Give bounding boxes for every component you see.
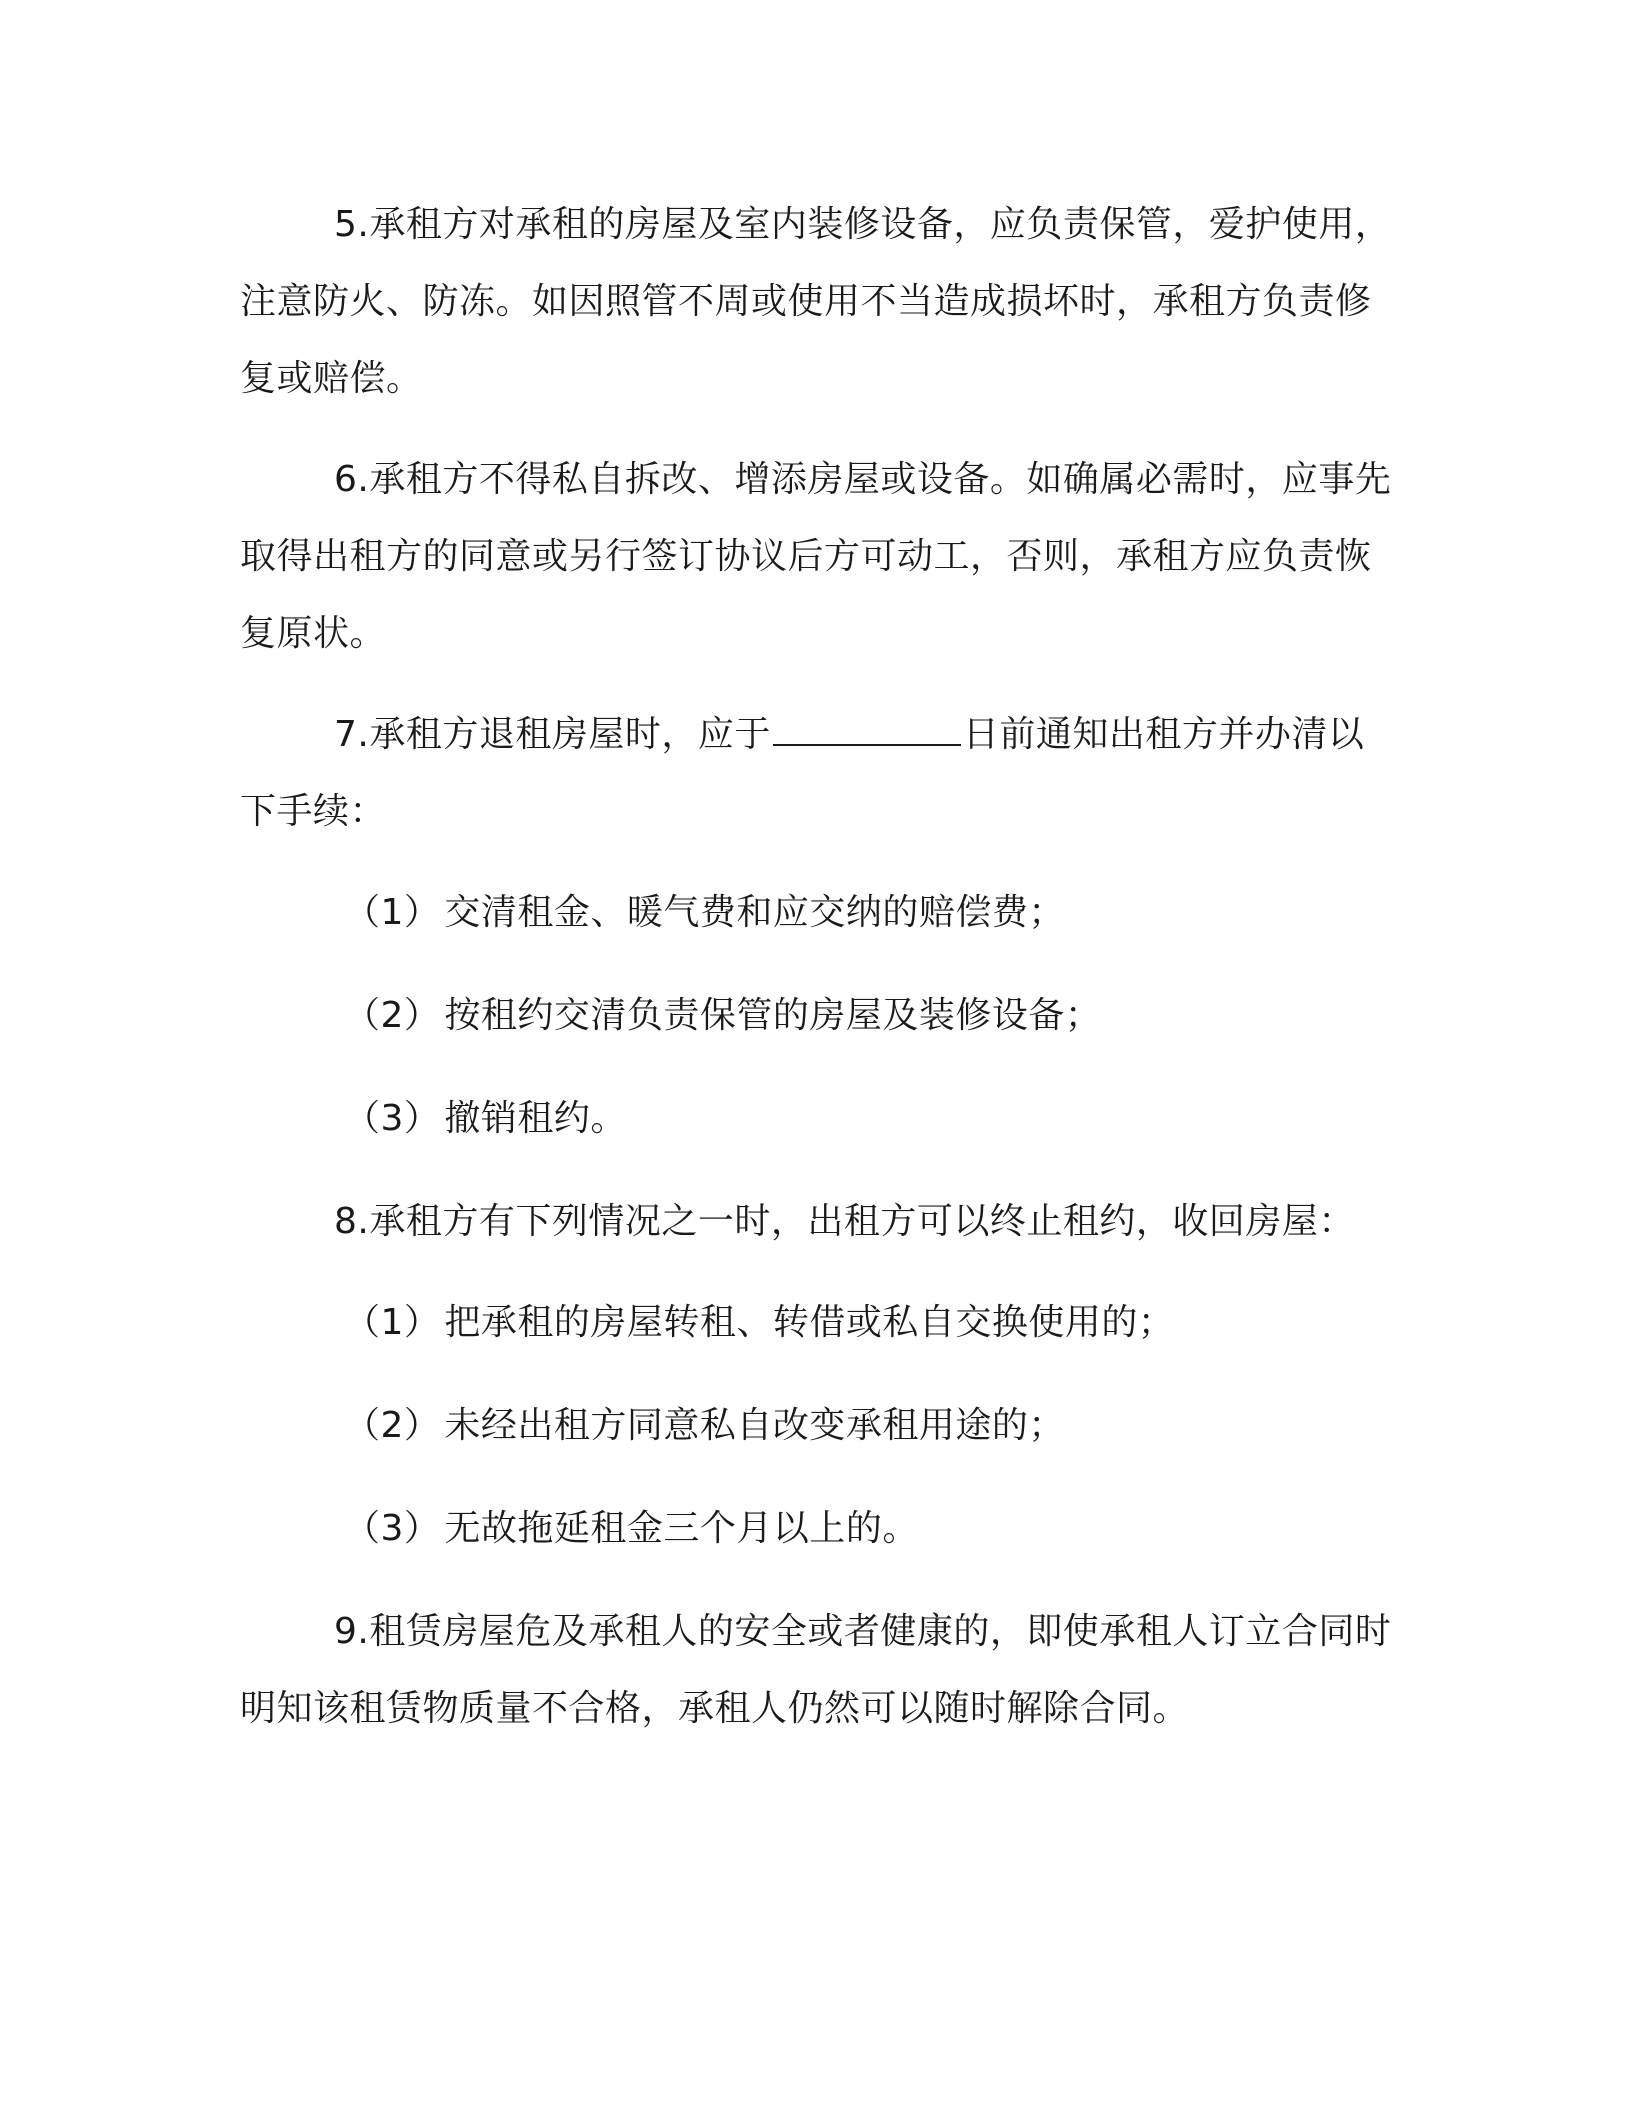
item-number: （1） — [344, 1302, 441, 1343]
item-text: 无故拖延租金三个月以上的。 — [444, 1508, 919, 1549]
clause-8-item-3 — [240, 1490, 1400, 1567]
clause-7-text-before: 7.承租方退租房屋时，应于 — [334, 714, 771, 755]
clause-8-item-2 — [240, 1387, 1400, 1464]
clause-8-item-1 — [240, 1284, 1400, 1361]
item-text: 按租约交清负责保管的房屋及装修设备； — [444, 995, 1102, 1036]
item-number: （3） — [344, 1098, 441, 1139]
item-number: （2） — [344, 1405, 441, 1446]
item-text: 未经出租方同意私自改变承租用途的； — [444, 1405, 1065, 1446]
document-page — [240, 186, 1400, 1771]
clause-7-text-after: 日前通知出租方并办清以下手续： — [240, 714, 1365, 832]
item-text: 交清租金、暖气费和应交纳的赔偿费； — [444, 892, 1065, 933]
clause-7-item-2 — [240, 977, 1400, 1054]
clause-7-item-3 — [240, 1080, 1400, 1157]
clause-9: 9.租赁房屋危及承租人的安全或者健康的，即使承租人订立合同时明知该租赁物质量不合格，承租人仍然可以随时解除合同。 — [240, 1611, 1392, 1729]
clause-5: 5.承租方对承租的房屋及室内装修设备，应负责保管，爱护使用，注意防火、防冻。如因照管不周或使用不当造成损坏时，承租方负责修复或赔偿。 — [240, 204, 1392, 399]
notice-days-blank — [773, 716, 961, 746]
item-number: （3） — [344, 1508, 441, 1549]
item-text: 撤销租约。 — [444, 1098, 627, 1139]
clause-7-item-1 — [240, 874, 1400, 951]
clause-8: 8.承租方有下列情况之一时，出租方可以终止租约，收回房屋： — [334, 1201, 1355, 1242]
clause-6: 6.承租方不得私自拆改、增添房屋或设备。如确属必需时，应事先取得出租方的同意或另行签订协议后方可动工，否则，承租方应负责恢复原状。 — [240, 459, 1392, 654]
item-number: （1） — [344, 892, 441, 933]
item-number: （2） — [344, 995, 441, 1036]
clause-7 — [240, 696, 1400, 850]
item-text: 把承租的房屋转租、转借或私自交换使用的； — [444, 1302, 1175, 1343]
